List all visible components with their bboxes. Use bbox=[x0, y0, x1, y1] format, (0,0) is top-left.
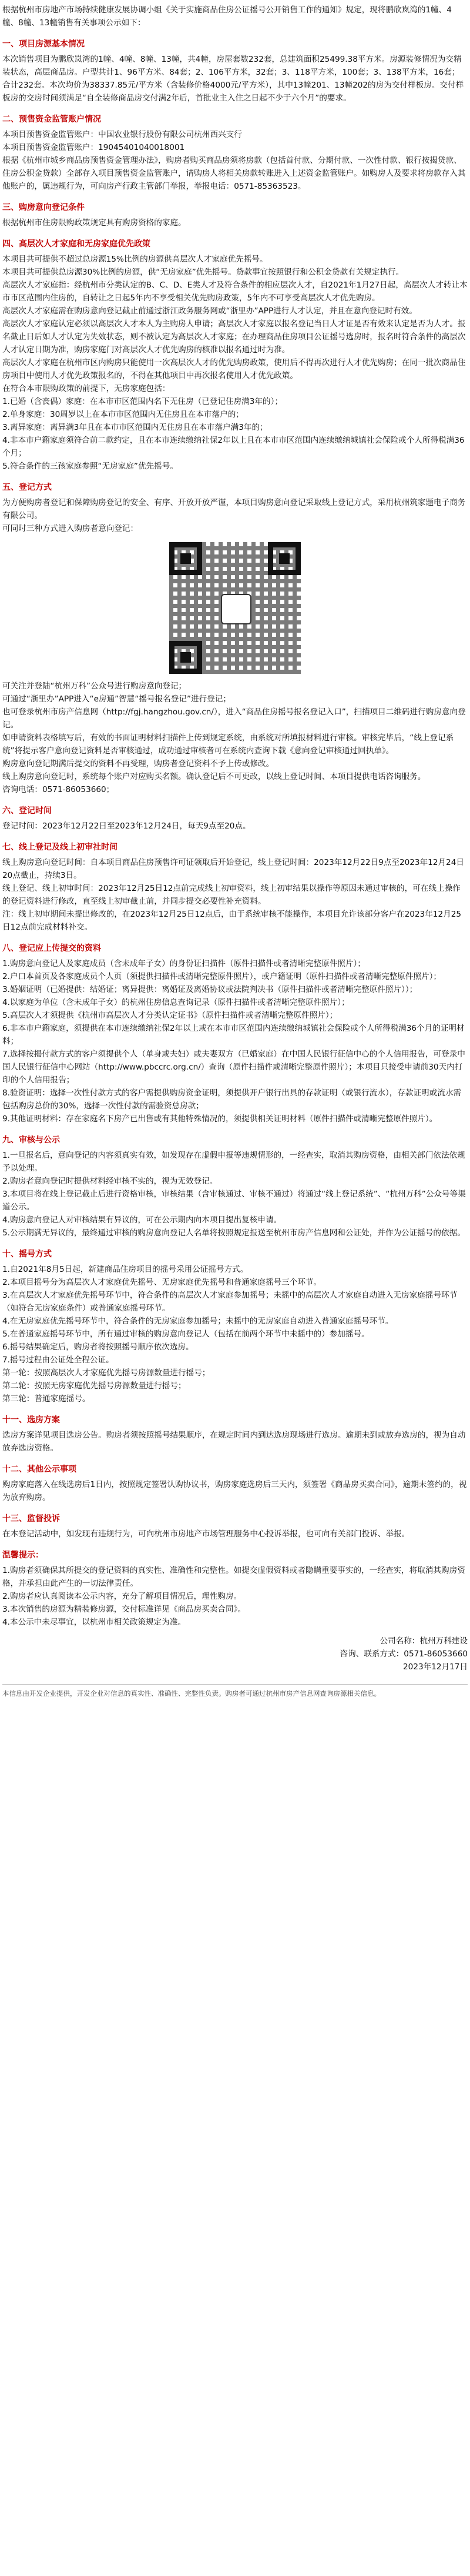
section-heading: 二、预售资金监管账户情况 bbox=[2, 115, 101, 124]
section-paragraph: 1.购房者须确保其所提交的登记资料的真实性、准确性和完整性。如提交虚假资料或者隐瞒重要事实的，一经查实，将取消其购房资格，并承担由此产生的一切法律责任。 bbox=[2, 1566, 465, 1588]
section-paragraph: 1.购房意向登记人及家庭成员（含未成年子女）的身份证扫描件（原件扫描件或者清晰完整原件照片）； bbox=[2, 959, 365, 968]
section-heading: 温馨提示： bbox=[2, 1551, 43, 1560]
footnote: 本信息由开发企业提供，开发企业对信息的真实性、准确性、完整性负责。购房者可通过杭州市房产信息网查询房源相关信息。 bbox=[2, 1684, 468, 1699]
section-paragraph: 6.摇号结果确定后，购房者将按照摇号顺序依次选房。 bbox=[2, 1342, 194, 1352]
section-paragraph: 1.一旦报名后，意向登记的内容须真实有效，如发现存在虚假申报等违规情形的，一经查实，取消其购房资格，由相关部门依法依规予以处理。 bbox=[2, 1151, 465, 1173]
section-paragraph: 2.本项目摇号分为高层次人才家庭优先摇号、无房家庭优先摇号和普通家庭摇号三个环节。 bbox=[2, 1278, 322, 1287]
section-paragraph: 购房家庭落入在线选房后1日内，按照规定签署认购协议书，购房家庭选房后三天内，须签署《商品房买卖合同》，逾期未签约的，视为放弃购房。 bbox=[2, 1480, 467, 1502]
section-paragraph: 第二轮：按照无房家庭优先摇号房源数量进行摇号； bbox=[2, 1381, 186, 1391]
section-heading: 十二、其他公示事项 bbox=[2, 1465, 76, 1474]
section-paragraph: 高层次人才家庭认定必须以高层次人才本人为主购房人申请；高层次人才家庭以报名登记当日人才证是否有效来认定是否为人才。报名截止日后如人才认定为失效状态，则不被认定为高层次人才家庭；在办理商品住房项目公证摇号选房时，报名时符合条件的高层次人才认定日期为准，购房家庭门对高层次人才优先购房的核准以报名通过时为准。 bbox=[2, 319, 466, 355]
section-paragraph: 线上登记、线上初审时间：2023年12月25日12点前完成线上初审资料，线上初审结果以操作等原因未通过审核的，可在线上操作的登记资料进行修改，直至线上初审截止前，并同步提交必要性补充资料。 bbox=[2, 884, 461, 906]
signature-contact: 咨询、联系方式：0571-86053660 bbox=[340, 1649, 468, 1659]
section-paragraph: 5.在普通家庭摇号环节中，所有通过审核的购房意向登记人（包括在前两个环节中未摇中的）参加摇号。 bbox=[2, 1329, 370, 1339]
section-paragraph: 7.摇号过程由公证处全程公证。 bbox=[2, 1355, 114, 1365]
section-paragraph: 咨询电话：0571-86053660； bbox=[2, 785, 115, 794]
section-paragraph: 在本登记活动中，如发现有违规行为，可向杭州市房地产市场管理服务中心投诉举报，也可向有关部门投诉、举报。 bbox=[2, 1529, 410, 1539]
section-heading: 三、购房意向登记条件 bbox=[2, 203, 85, 212]
section-paragraph: 高层次人才家庭在杭州市区内购房只能使用一次高层次人才的优先购房政策，使用后不得再次进行人才优先购房；在同一批次商品住房项目中使用人才优先政策报名的，不得在其他项目中再次报名使用人才优先政策。 bbox=[2, 358, 466, 380]
section-paragraph: 线上购房意向登记时，系统每个账户对应购买名额。确认登记后不可更改，以线上登记时间、本项目提供电话咨询服务。 bbox=[2, 772, 426, 781]
section-paragraph: 注：线上初审期间未提出修改的，在2023年12月25日12点后，由于系统审核不能操作，本项目允许该部分客户在2023年12月25日12点前完成材料补交。 bbox=[2, 910, 461, 932]
section-paragraph: 高层次人才家庭需在购房意向登记截止前通过浙江政务服务网或“浙里办”APP进行人才认定，并且在意向登记时有效。 bbox=[2, 306, 417, 316]
section-heading: 五、登记方式 bbox=[2, 483, 52, 492]
section-paragraph: 可关注并登陆“杭州万科”公众号进行购房意向登记； bbox=[2, 681, 187, 691]
section-heading: 一、项目房源基本情况 bbox=[2, 39, 85, 49]
section-paragraph: 高层次人才家庭指：经杭州市分类认定的B、C、D、E类人才及符合条件的相应层次人才，自2021年1月27日起，高层次人才转让本市市区范围内住房的，自转让之日起5年内不享受相关优先购房政策，5年内不可享受高层次人才优先购房。 bbox=[2, 280, 468, 303]
section-heading: 九、审核与公示 bbox=[2, 1135, 60, 1145]
section-paragraph: 如申请资料表格填写后，有效的书面证明材料扫描件上传到规定系统，由系统对所填报材料进行审核。审核完毕后，“线上登记系统”将提示客户意向登记资料是否审核通过，成功通过审核者可在系统内查询下载《意向登记审核通过回执单》。 bbox=[2, 733, 454, 756]
section-heading: 八、登记应上传提交的资料 bbox=[2, 944, 101, 953]
intro-paragraph: 根据杭州市房地产市场持续健康发展协调小组《关于实施商品住房公证摇号公开销售工作的通知》规定，现将鹏欣岚湾的1幢、4幢、8幢、13幢销售有关事项公示如下： bbox=[2, 5, 452, 28]
section-paragraph: 7.选择按揭付款方式的客户须提供个人（单身或夫妇）或夫妻双方（已婚家庭）在中国人民银行征信中心的个人信用报告，可登录中国人民银行征信中心网站（http://www.pbccrc.org.cn/）查询（原件扫描件或清晰完整原件照片）；本项目只接受申请前30天内打印的个人信用报告； bbox=[2, 1050, 465, 1085]
section-paragraph: 本项目共可提供总房源30%比例的房源，供“无房家庭”优先摇号。贷款事宜按照银行和公积金贷款有关规定执行。 bbox=[2, 268, 404, 277]
section-paragraph: 本次销售项目为鹏欣岚湾的1幢、4幢、8幢、13幢，共4幢，房屋套数232套，总建筑面积25499.38平方米。房源装修情况为交精装状态，高层商品房。户型共计1、96平方米、84套；2、106平方米，32套；3、118平方米，100套；3、138平方米，16套；合计232套。本次均价为38337.85元/平方米（含装修价格4000元/平方米），其中13幢201、13幢202的房为交付样板房。交付样板房的交房时间须满足“自全装修商品房交付满2年后，首批业主入住之日起不少于六个月”的要求。 bbox=[2, 55, 464, 103]
section-paragraph: 8.验资证明：选择一次性付款方式的客户需提供购房资金证明，须提供开户银行出具的存款证明（或银行流水），存款证明或流水需包括购房总价的30%，选择一次性付款的需验资总房款； bbox=[2, 1088, 462, 1111]
section-paragraph: 线上购房意向登记时间：自本项目商品住房预售许可证领取后开始登记，线上登记时间：2023年12月22日9点至2023年12月24日20点截止，持续3日。 bbox=[2, 858, 464, 880]
signature-company: 公司名称：杭州万科建设 bbox=[380, 1636, 468, 1646]
section-paragraph: 可通过“浙里办”APP进入“e房通”智慧“摇号报名登记”进行登记； bbox=[2, 694, 231, 704]
section-paragraph: 根据杭州市住房限购政策规定具有购房资格的家庭。 bbox=[2, 218, 186, 228]
section-paragraph: 1.已婚（含丧偶）家庭：在本市市区范围内名下无住房（已登记住房满3年的）； bbox=[2, 397, 283, 406]
section-paragraph: 第三轮：普通家庭摇号。 bbox=[2, 1394, 90, 1404]
section-paragraph: 选房方案详见项目选房公告。购房者须按照摇号结果顺序，在规定时间内到达选房现场进行选房。逾期未到或放弃选房的，视为自动放弃选房资格。 bbox=[2, 1431, 466, 1453]
section-paragraph: 5.符合条件的三孩家庭参照“无房家庭”优先摇号。 bbox=[2, 462, 178, 471]
section-paragraph: 6.非本市户籍家庭，须提供在本市连续缴纳社保2年以上或在本市市区范围内连续缴纳城镇社会保险或个人所得税满36个月的证明材料； bbox=[2, 1024, 465, 1046]
section-heading: 七、线上登记及线上初审社时间 bbox=[2, 843, 118, 852]
section-paragraph: 也可登录杭州市房产信息网（http://fgj.hangzhou.gov.cn/），进入“商品住房摇号报名登记入口”，扫描项目二维码进行购房意向登记。 bbox=[2, 707, 466, 730]
section-paragraph: 可同时三种方式进入购房者意向登记： bbox=[2, 524, 139, 533]
section-paragraph: 4.购房意向登记人对审核结果有异议的，可在公示期内向本项目提出复核申请。 bbox=[2, 1215, 282, 1225]
qr-center-logo bbox=[221, 594, 251, 624]
section-paragraph: 3.离异家庭：离异满3年且在本市市区范围内无住房且在本市落户满3年的； bbox=[2, 423, 268, 432]
sections-container bbox=[2, 38, 468, 535]
qr-code-image bbox=[169, 542, 301, 674]
section-paragraph: 在符合本市限购政策的前提下，无房家庭包括： bbox=[2, 384, 170, 393]
section-paragraph: 为方便购房者登记和保障购房登记的安全、有序、开放开放严谨，本项目购房意向登记采取线上登记方式，采用杭州筑家题电子商务有限公司。 bbox=[2, 498, 466, 520]
qr-code-wrapper bbox=[2, 542, 468, 674]
section-paragraph: 2.单身家庭：30周岁以上在本市市区范围内无住房且在本市落户的； bbox=[2, 410, 244, 419]
section-paragraph: 1.自2021年8月5日起，新建商品住房项目的摇号采用公证摇号方式。 bbox=[2, 1265, 249, 1274]
section-paragraph: 2.购房者意向登记时提供材料经审核不实的，视为无效登记。 bbox=[2, 1177, 218, 1186]
signature-block bbox=[2, 1635, 468, 1673]
section-heading: 十三、监督投诉 bbox=[2, 1514, 60, 1523]
section-paragraph: 购房意向登记期满后提交的资料不再受理，购房者登记资料不予上传或修改。 bbox=[2, 759, 274, 769]
section-paragraph: 4.以家庭为单位（含未成年子女）的杭州住房信息查询记录（原件扫描件或者清晰完整原件照片）； bbox=[2, 998, 350, 1007]
section-paragraph: 5.公示期满无异议的，最终通过审核的购房意向登记人名单将按照规定报送至杭州市房产信息网和公证处，并作为公证摇号的依据。 bbox=[2, 1228, 465, 1238]
section-paragraph: 9.其他证明材料：存在家庭名下房产已出售或有其他特殊情况的，须提供相关证明材料（原件扫描件或清晰完整原件照片）。 bbox=[2, 1114, 438, 1124]
qr-finder-bottom-left bbox=[169, 641, 202, 674]
section-paragraph: 4.非本市户籍家庭须符合前二款约定，且在本市连续缴纳社保2年以上且在本市市区范围内连续缴纳城镇社会保险或个人所得税满36个月； bbox=[2, 436, 465, 458]
section-paragraph: 本项目共可提供不超过总房源15%比例的房源供高层次人才家庭优先摇号。 bbox=[2, 255, 268, 264]
section-paragraph: 5.高层次人才须提供《杭州市高层次人才分类认定证书》（原件扫描件或者清晰完整原件照片）； bbox=[2, 1011, 338, 1020]
section-heading: 十、摇号方式 bbox=[2, 1249, 52, 1259]
section-paragraph: 第一轮：按照高层次人才家庭优先摇号房源数量进行摇号； bbox=[2, 1368, 210, 1378]
section-paragraph: 3.本次销售的房源为精装修房源，交付标准详见《商品房买卖合同》。 bbox=[2, 1605, 246, 1614]
section-paragraph: 根据《杭州市城乡商品房预售资金管理办法》，购房者购买商品房须将房款（包括首付款、分期付款、一次性付款、银行按揭贷款、住房公积金贷款）全部存入项目预售资金监管账户，请购房人将相关房款转账进入上述资金监管账户。如购房人及要求将房款存入其他账户的，属违规行为，可向房产行政主管部门举报，举报电话：0571-85363523。 bbox=[2, 156, 466, 191]
section-paragraph: 本项目预售资金监管账户：中国农业银行股份有限公司杭州西兴支行 bbox=[2, 130, 242, 139]
section-paragraph: 2.购房者应认真阅读本公示内容，充分了解项目情况后，理性购房。 bbox=[2, 1592, 242, 1601]
section-paragraph: 4.本公示中未尽事宜，以杭州市相关政策规定为准。 bbox=[2, 1618, 186, 1627]
qr-finder-top-left bbox=[169, 542, 202, 575]
section-paragraph: 2.户口本首页及各家庭成员个人页（须提供扫描件或清晰完整原件照片），或户籍证明（原件扫描件或者清晰完整原件照片）； bbox=[2, 972, 442, 981]
section-paragraph: 登记时间：2023年12月22日至2023年12月24日，每天9点至20点。 bbox=[2, 821, 251, 831]
sections-container-2 bbox=[2, 680, 468, 1629]
section-paragraph: 3.在高层次人才家庭优先摇号环节中，符合条件的高层次人才家庭参加摇号；未摇中的高层次人才家庭自动进入无房家庭摇号环节（如符合无房家庭条件）或普通家庭摇号环节。 bbox=[2, 1291, 458, 1313]
section-paragraph: 4.在无房家庭优先摇号环节中，符合条件的无房家庭参加摇号；未摇中的无房家庭自动进入普通家庭摇号环节。 bbox=[2, 1317, 394, 1326]
section-paragraph: 3.本项目将在线上登记截止后进行资格审核，审核结果（含审核通过、审核不通过）将通过“线上登记系统”、“杭州万科”公众号等渠道公示。 bbox=[2, 1190, 466, 1212]
section-paragraph: 本项目预售资金监管账户：19045401040018001 bbox=[2, 143, 185, 152]
section-heading: 十一、选房方案 bbox=[2, 1415, 60, 1425]
section-paragraph: 3.婚姻证明（已婚提供：结婚证；离异提供：离婚证及离婚协议或法院判决书（原件扫描件或者清晰完整原件照片））； bbox=[2, 985, 418, 994]
qr-finder-top-right bbox=[268, 542, 301, 575]
signature-date: 2023年12月17日 bbox=[403, 1662, 468, 1672]
section-heading: 四、高层次人才家庭和无房家庭优先政策 bbox=[2, 239, 150, 249]
section-heading: 六、登记时间 bbox=[2, 806, 52, 816]
